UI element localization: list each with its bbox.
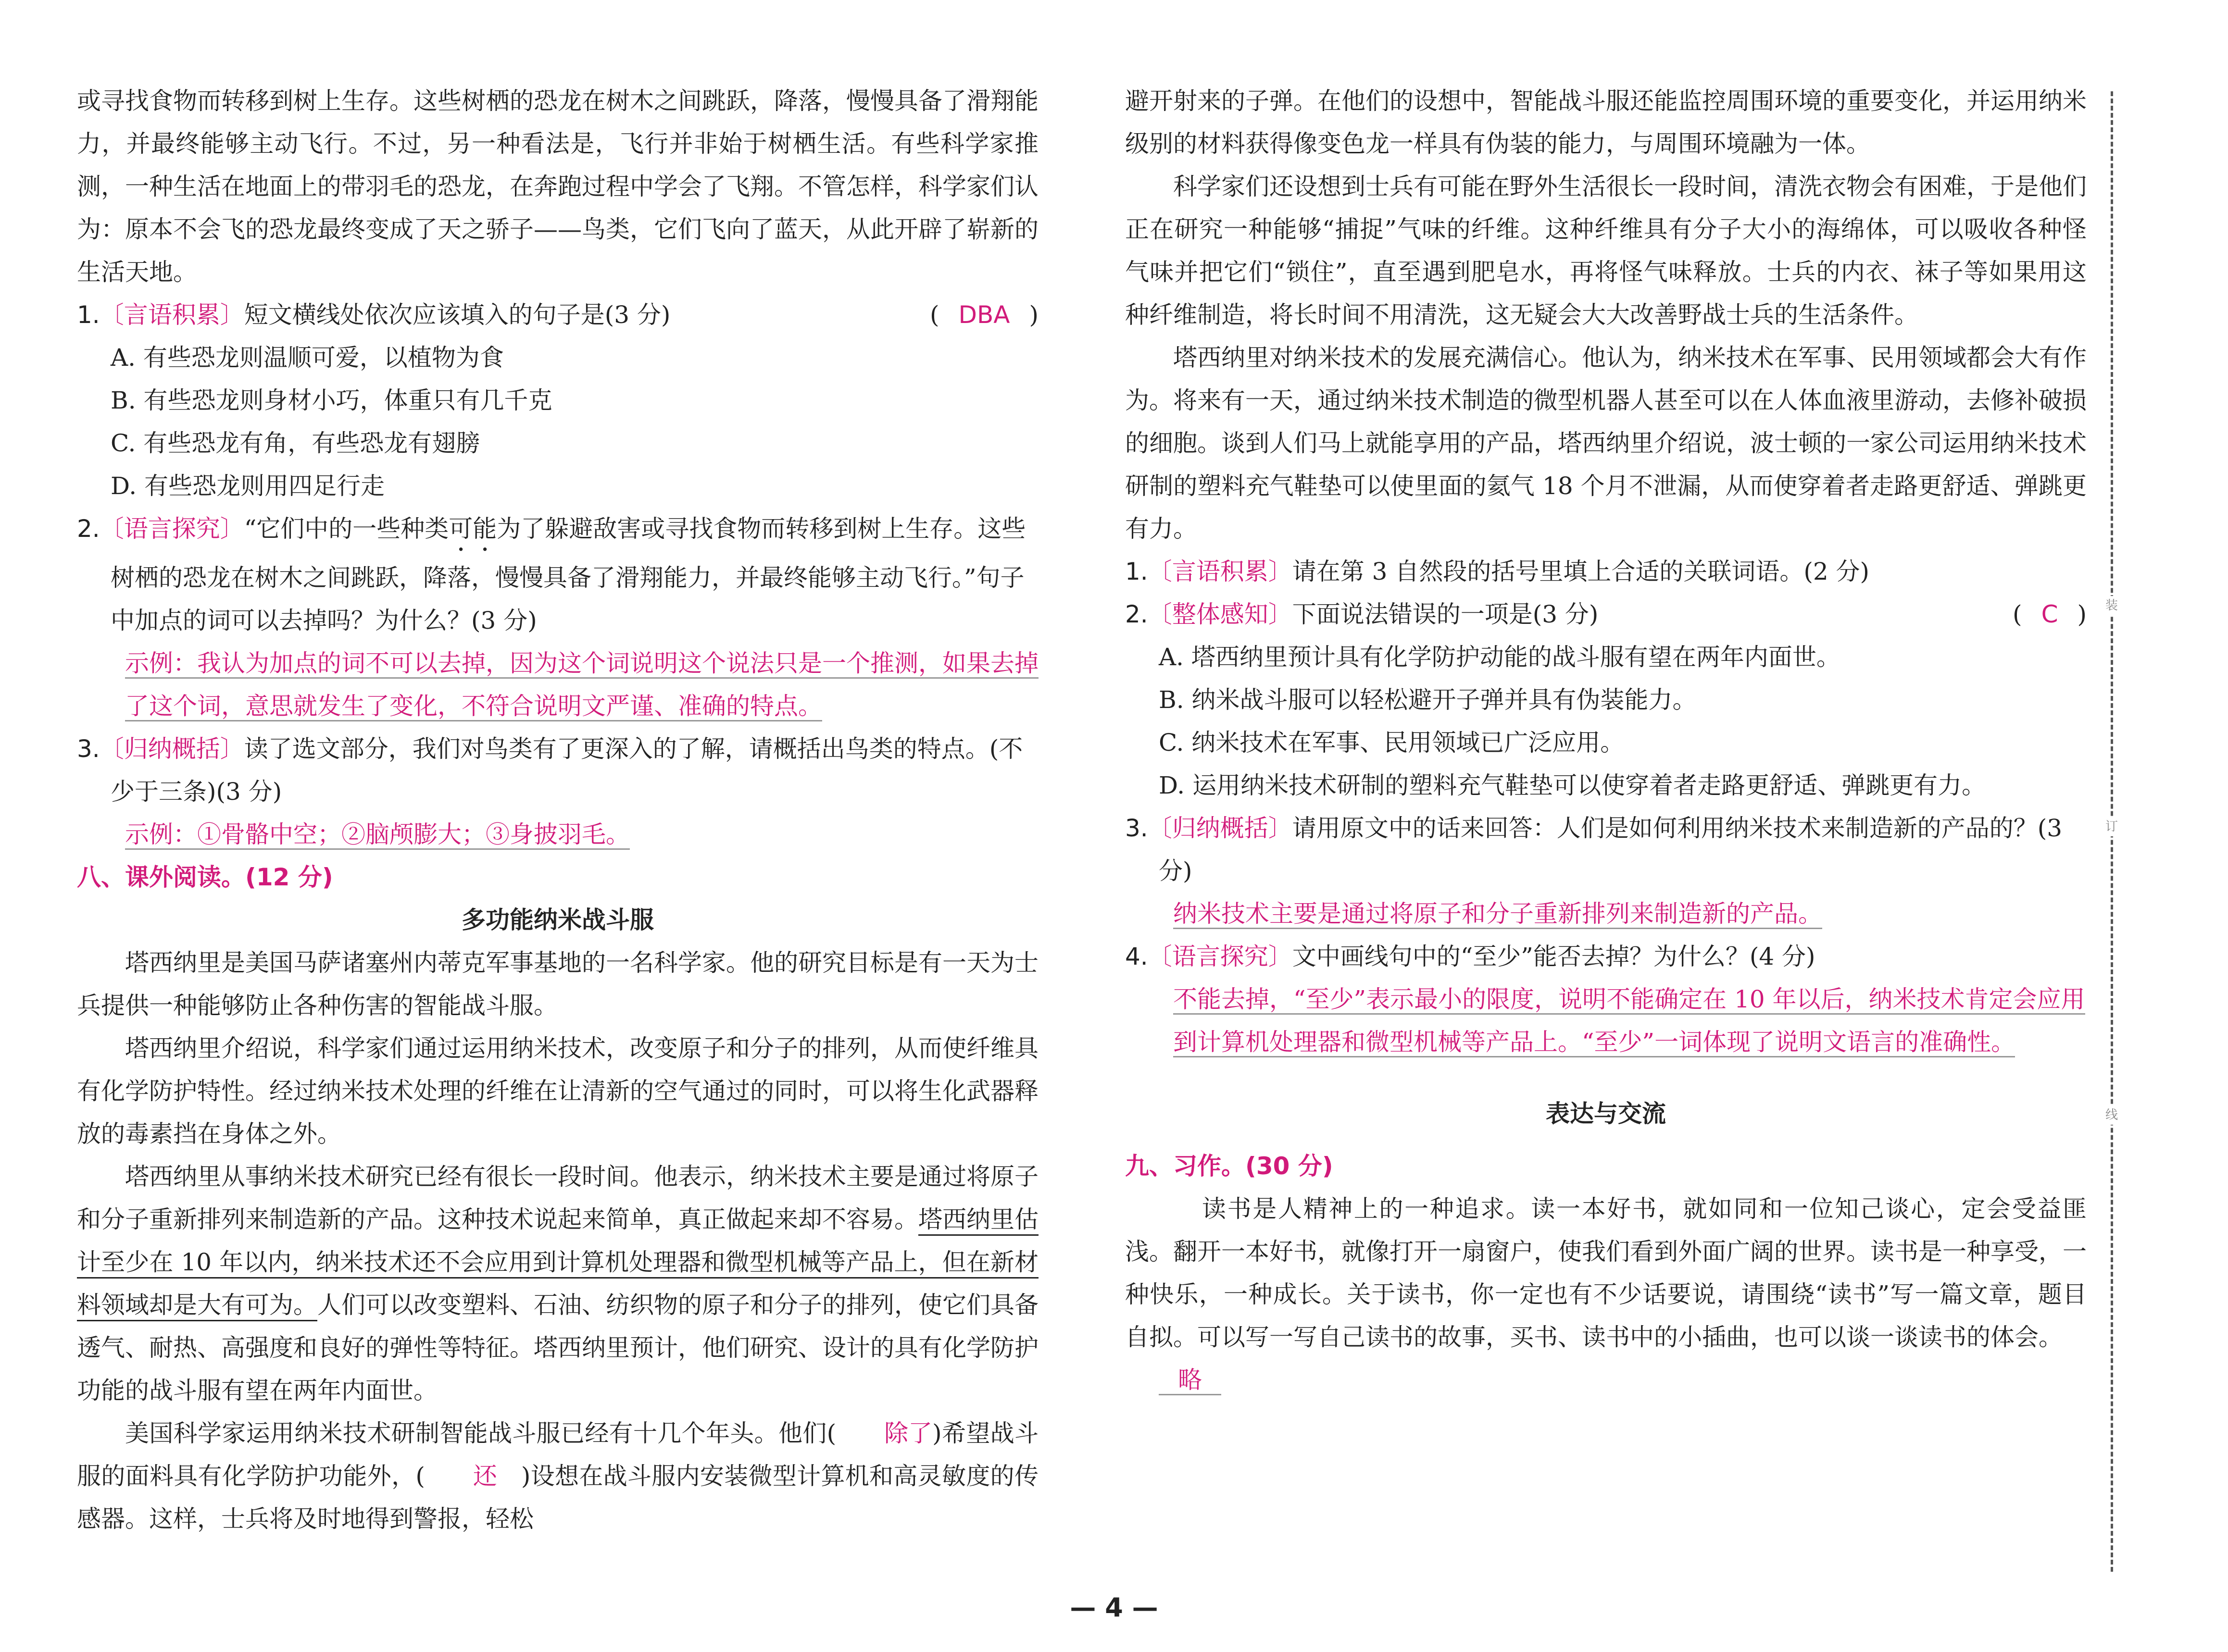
article-paragraph-2: 塔西纳里介绍说，科学家们通过运用纳米技术，改变原子和分子的排列，从而使纤维具有化学防护特性。经过纳米技术处理的纤维在让清新的空气通过的同时，可以将生化武器释放的毒素挡在身体之外。 xyxy=(77,1034,1039,1148)
blank-answer-1: 除了 xyxy=(884,1419,933,1447)
question-number: 2. xyxy=(77,515,100,543)
question-tag: 〔言语积累〕 xyxy=(100,301,244,329)
question-number: 1. xyxy=(77,301,100,329)
option-a: A. 塔西纳里预计具有化学防护动能的战斗服有望在两年内面世。 xyxy=(1159,643,1840,671)
question-tag: 〔归纳概括〕 xyxy=(1148,814,1292,842)
right-question-3 xyxy=(1125,807,2087,893)
dotted-word: 可能 xyxy=(449,515,497,543)
question-text: 请在第 3 自然段的括号里填上合适的关联词语。(2 分) xyxy=(1292,558,1870,585)
right-question-2 xyxy=(1125,593,2087,636)
article-paragraph-cont: 避开射来的子弹。在他们的设想中，智能战斗服还能监控周围环境的重要变化，并运用纳米级别的材料获得像变色龙一样具有伪装的能力，与周围环境融为一体。 xyxy=(1125,87,2087,158)
question-text: 短文横线处依次应该填入的句子是(3 分) xyxy=(244,301,671,329)
answer-bracket: ( C ) xyxy=(2013,600,2087,628)
essay-answer: 略 xyxy=(1159,1359,2087,1402)
option-a: A. 有些恐龙则温顺可爱，以植物为食 xyxy=(111,344,504,372)
question-text: 下面说法错误的一项是(3 分) xyxy=(1292,600,1599,628)
option-b: B. 纳米战斗服可以轻松避开子弹并具有伪装能力。 xyxy=(1159,686,1697,714)
answer: C xyxy=(2041,600,2058,628)
option-b: B. 有些恐龙则身材小巧，体重只有几千克 xyxy=(111,386,552,414)
blank-answer-2: 还 xyxy=(473,1462,497,1490)
article-paragraph-1: 塔西纳里是美国马萨诸塞州内蒂克军事基地的一名科学家。他的研究目标是有一天为士兵提供一种能够防止各种伤害的智能战斗服。 xyxy=(77,949,1039,1019)
right-column xyxy=(1125,80,2087,1402)
question-text: 请用原文中的话来回答：人们是如何利用纳米技术来制造新的产品的？(3 分) xyxy=(1159,814,2063,885)
question-number: 3. xyxy=(77,735,100,763)
left-column xyxy=(77,80,1039,1540)
question-3 xyxy=(77,728,1039,813)
article-paragraph-4: 美国科学家运用纳米技术研制智能战斗服已经有十几个年头。他们( 除了)希望战斗服的面料具有化学防护功能外，( 还 )设想在战斗服内安装微型计算机和高灵敏度的传感器。这样，士兵将及时地得到警报，轻松 xyxy=(77,1412,1039,1540)
option-d: D. 运用纳米技术研制的塑料充气鞋垫可以使穿着者走路更舒适、弹跳更有力。 xyxy=(1159,771,1986,799)
question-text: 文中画线句中的“至少”能否去掉？为什么？(4 分) xyxy=(1292,943,1815,970)
option-c: C. 纳米技术在军事、民用领域已广泛应用。 xyxy=(1159,729,1625,757)
intro-paragraph: 或寻找食物而转移到树上生存。这些树栖的恐龙在树木之间跳跃，降落，慢慢具备了滑翔能力，并最终能够主动飞行。不过，另一种看法是，飞行并非始于树栖生活。有些科学家推测，一种生活在地面上的带羽毛的恐龙，在奔跑过程中学会了飞翔。不管怎样，科学家们认为：原本不会飞的恐龙最终变成了天之骄子——鸟类，它们飞向了蓝天，从此开辟了崭新的生活天地。 xyxy=(77,87,1039,286)
question-1 xyxy=(77,294,1039,336)
answer-text: 不能去掉，“至少”表示最小的限度，说明不能确定在 10 年以后，纳米技术肯定会应用到计算机处理器和微型机械等产品上。“至少”一词体现了说明文语言的准确性。 xyxy=(1159,978,2087,1064)
question-text: “它们中的一些种类 xyxy=(244,515,449,543)
answer-text: 示例：我认为加点的词不可以去掉，因为这个词说明这个说法只是一个推测，如果去掉了这个词，意思就发生了变化，不符合说明文严谨、准确的特点。 xyxy=(111,642,1039,728)
binding-mark: 订 xyxy=(2102,817,2121,836)
essay-prompt: 读书是人精神上的一种追求。读一本好书，就如同和一位知己谈心，定会受益匪浅。翻开一本好书，就像打开一扇窗户，使我们看到外面广阔的世界。读书是一种享受，一种快乐，一种成长。关于读书，你一定也有不少话要说，请围绕“读书”写一篇文章，题目自拟。可以写一写自己读书的故事，买书、读书中的小插曲，也可以谈一谈读书的体会。 xyxy=(1125,1195,2087,1351)
page-number: — 4 — xyxy=(1070,1592,1158,1623)
question-2 xyxy=(77,508,1039,642)
question-text-rest: 为了躲避敌害或寻找食物而转移到树上生存。这些树栖的恐龙在树木之间跳跃，降落，慢慢具备了滑翔能力，并最终能够主动飞行。”句子中加点的词可以去掉吗？为什么？(3 分) xyxy=(111,515,1026,634)
binding-mark: 线 xyxy=(2102,1105,2121,1125)
question-tag: 〔言语积累〕 xyxy=(1148,558,1292,585)
question-tag: 〔归纳概括〕 xyxy=(100,735,244,763)
question-number: 4. xyxy=(1125,943,1148,970)
section-heading: 表达与交流 xyxy=(1546,1100,1666,1128)
question-number: 1. xyxy=(1125,558,1148,585)
underlined-sentence: 塔西纳里估计至少在 10 年以内，纳米技术还不会应用到计算机处理器和微型机械等产品上，但在新材料领域却是大有可为。 xyxy=(77,1205,1039,1319)
answer: DBA xyxy=(958,301,1010,329)
right-question-1 xyxy=(1125,550,2087,593)
question-number: 2. xyxy=(1125,600,1148,628)
answer-bracket: ( DBA ) xyxy=(929,301,1039,329)
answer-text: 示例：①骨骼中空；②脑颅膨大；③身披羽毛。 xyxy=(111,813,1039,856)
right-question-4 xyxy=(1125,935,2087,978)
article-paragraph-3: 塔西纳里从事纳米技术研究已经有很长一段时间。他表示，纳米技术主要是通过将原子和分子重新排列来制造新的产品。这种技术说起来简单，真正做起来却不容易。塔西纳里估计至少在 10 年以内，纳米技术还不会应用到计算机处理器和微型机械等产品上，但在新材料领域却是大有可为。人们可以改变塑料、石油、纺织物的原子和分子的排列，使它们具备透气、耐热、高强度和良好的弹性等特征。塔西纳里预计，他们研究、设计的具有化学防护功能的战斗服有望在两年内面世。 xyxy=(77,1163,1039,1404)
answer-text: 纳米技术主要是通过将原子和分子重新排列来制造新的产品。 xyxy=(1159,893,2087,935)
question-tag: 〔语言探究〕 xyxy=(1148,943,1292,970)
article-paragraph-5: 科学家们还设想到士兵有可能在野外生活很长一段时间，清洗衣物会有困难，于是他们正在研究一种能够“捕捉”气味的纤维。这种纤维具有分子大小的海绵体，可以吸收各种怪气味并把它们“锁住”，直至遇到肥皂水，再将怪气味释放。士兵的内衣、袜子等如果用这种纤维制造，将长时间不用清洗，这无疑会大大改善野战士兵的生活条件。 xyxy=(1125,173,2087,329)
section-8-heading: 八、课外阅读。(12 分) xyxy=(77,863,333,891)
question-number: 3. xyxy=(1125,814,1148,842)
question-tag: 〔整体感知〕 xyxy=(1148,600,1292,628)
article-paragraph-6: 塔西纳里对纳米技术的发展充满信心。他认为，纳米技术在军事、民用领域都会大有作为。将来有一天，通过纳米技术制造的微型机器人甚至可以在人体血液里游动，去修补破损的细胞。谈到人们马上就能享用的产品，塔西纳里介绍说，波士顿的一家公司运用纳米技术研制的塑料充气鞋垫可以使里面的氦气 18 个月不泄漏，从而使穿着者走路更舒适、弹跳更有力。 xyxy=(1125,344,2087,543)
option-d: D. 有些恐龙则用四足行走 xyxy=(111,472,385,500)
binding-mark: 装 xyxy=(2102,596,2121,615)
article-title: 多功能纳米战斗服 xyxy=(462,906,654,934)
question-tag: 〔语言探究〕 xyxy=(100,515,244,543)
section-9-heading: 九、习作。(30 分) xyxy=(1125,1152,1333,1180)
option-c: C. 有些恐龙有角，有些恐龙有翅膀 xyxy=(111,429,480,457)
question-text: 读了选文部分，我们对鸟类有了更深入的了解，请概括出鸟类的特点。(不少于三条)(3 分) xyxy=(111,735,1023,806)
